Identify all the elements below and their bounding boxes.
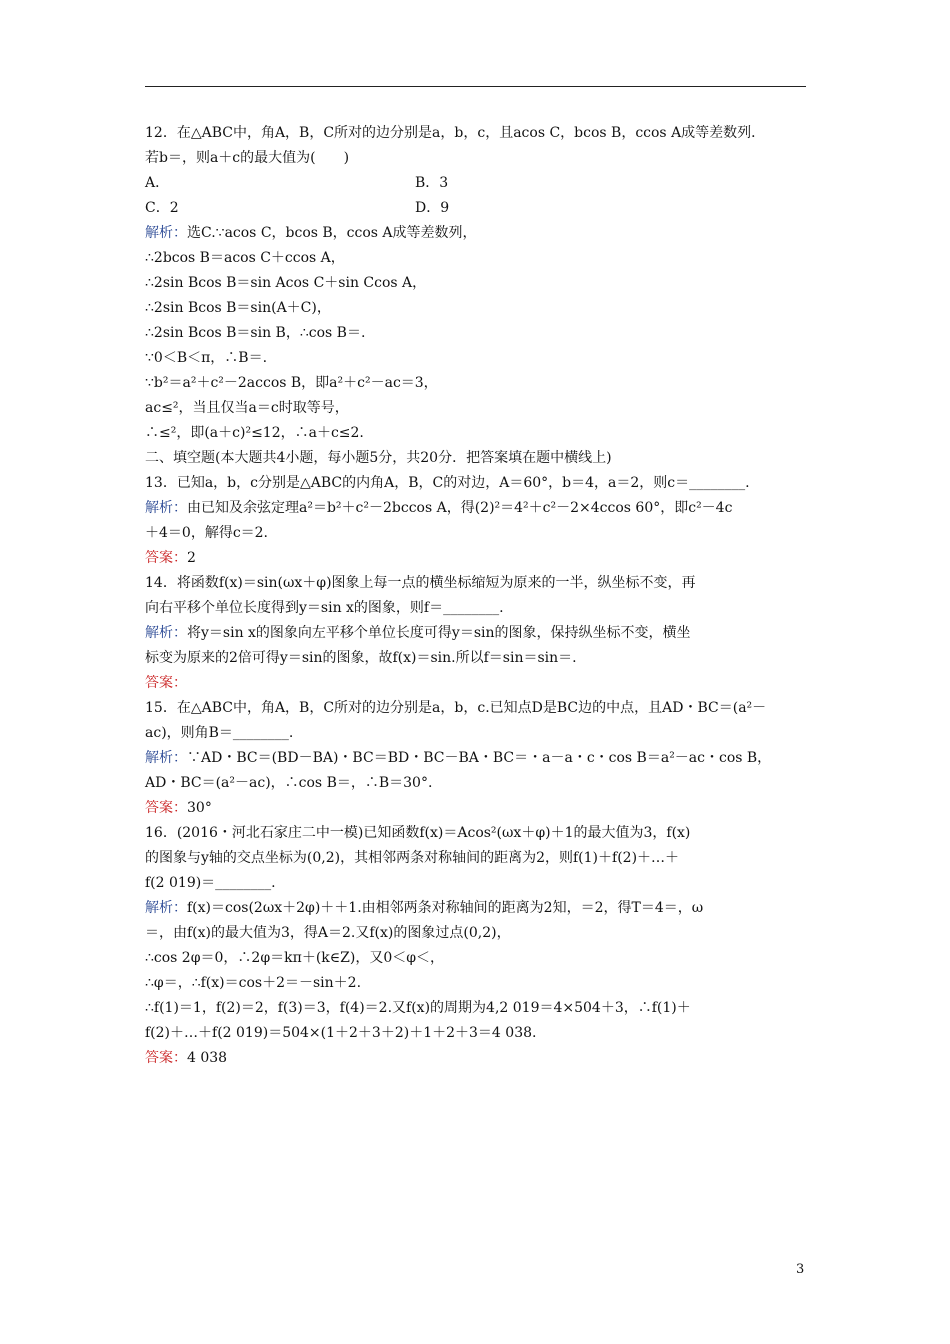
text-line: 标变为原来的2倍可得y＝sin的图象，故f(x)＝sin.所以f＝sin＝sin＝.	[145, 650, 577, 666]
text-line: ＝，由f(x)的最大值为3，得A＝2.又f(x)的图象过点(0,2)，	[145, 925, 511, 941]
answer-value: 4 038	[187, 1050, 228, 1066]
answer-line	[145, 796, 810, 821]
text-line: ＋4＝0，解得c＝2.	[145, 525, 269, 541]
option-row	[145, 171, 810, 196]
solution-text: ∵AD・BC＝(BD－BA)・BC＝BD・BC－BA・BC＝・a－a・c・cos B＝a²－ac・cos B，	[187, 750, 772, 766]
text-line: 12．在△ABC中，角A，B，C所对的边分别是a，b，c，且acos C，bcos B，ccos A成等差数列．	[145, 125, 766, 141]
answer-line	[145, 546, 810, 571]
text-line: 14．将函数f(x)＝sin(ωx＋φ)图象上每一点的横坐标缩短为原来的一半，纵坐标不变，再	[145, 575, 696, 591]
text-line: ac)，则角B＝________.	[145, 725, 294, 741]
text-line: ∵b²＝a²＋c²－2accos B，即a²＋c²－ac＝3，	[145, 375, 438, 391]
answer-value: 2	[187, 550, 196, 566]
solution-line	[145, 221, 810, 246]
text-line: f(2)＋…＋f(2 019)＝504×(1＋2＋3＋2)＋1＋2＋3＝4 038.	[145, 1025, 537, 1041]
option-a: A．	[145, 175, 170, 191]
solution-text: 由已知及余弦定理a²＝b²＋c²－2bccos A，得(2)²＝4²＋c²－2×4ccos 60°，即c²－4c	[187, 500, 733, 516]
text-line: ∴φ＝，∴f(x)＝cos＋2＝－sin＋2.	[145, 975, 362, 991]
solution-label: 解析：	[145, 500, 187, 516]
text-line: 的图象与y轴的交点坐标为(0,2)，其相邻两条对称轴间的距离为2，则f(1)＋f(2)＋…＋	[145, 850, 680, 866]
option-d: D．9	[415, 200, 450, 216]
solution-text: 选C.∵acos C，bcos B，ccos A成等差数列，	[187, 225, 477, 241]
text-line: ∴2sin Bcos B＝sin(A＋C)，	[145, 300, 331, 316]
text-line: 16．(2016・河北石家庄二中一模)已知函数f(x)＝Acos²(ωx＋φ)＋1的最大值为3，f(x)	[145, 825, 691, 841]
text-line: ac≤²，当且仅当a＝c时取等号，	[145, 400, 349, 416]
option-c: C．2	[145, 200, 179, 216]
solution-line	[145, 896, 810, 921]
header-rule	[145, 86, 806, 87]
solution-label: 解析：	[145, 900, 187, 916]
text-line: ∴2bcos B＝acos C＋ccos A，	[145, 250, 345, 266]
document-body	[145, 121, 810, 1071]
solution-text: f(x)＝cos(2ωx＋2φ)＋＋1.由相邻两条对称轴间的距离为2知，＝2，得T＝4＝，ω	[187, 900, 704, 916]
solution-line	[145, 621, 810, 646]
solution-label: 解析：	[145, 750, 187, 766]
answer-label: 答案：	[145, 550, 187, 566]
solution-line	[145, 496, 810, 521]
text-line: ∴≤²，即(a＋c)²≤12，∴a＋c≤2.	[145, 425, 364, 441]
option-row	[145, 196, 810, 221]
text-line: ∴cos 2φ＝0，∴2φ＝kπ＋(k∈Z)，又0＜φ＜，	[145, 950, 445, 966]
text-line: 15．在△ABC中，角A，B，C所对的边分别是a，b，c.已知点D是BC边的中点，且AD・BC＝(a²－	[145, 700, 767, 716]
text-line: ∴2sin Bcos B＝sin B，∴cos B＝.	[145, 325, 366, 341]
text-line: 若b＝，则a＋c的最大值为( )	[145, 150, 350, 166]
answer-line	[145, 1046, 810, 1071]
text-line: AD・BC＝(a²－ac)，∴cos B＝，∴B＝30°.	[145, 775, 433, 791]
text-line: f(2 019)＝________.	[145, 875, 276, 891]
answer-value: 30°	[187, 800, 212, 816]
solution-label: 解析：	[145, 225, 187, 241]
solution-line	[145, 746, 810, 771]
text-line: ∵0＜B＜π，∴B＝.	[145, 350, 268, 366]
text-line: ∴f(1)＝1，f(2)＝2，f(3)＝3，f(4)＝2.又f(x)的周期为4,2 019＝4×504＋3，∴f(1)＋	[145, 1000, 691, 1016]
answer-label: 答案：	[145, 1050, 187, 1066]
solution-text: 将y＝sin x的图象向左平移个单位长度可得y＝sin的图象，保持纵坐标不变，横坐	[187, 625, 691, 641]
answer-line	[145, 671, 810, 696]
text-line: 13．已知a，b，c分别是△ABC的内角A，B，C的对边，A＝60°，b＝4，a＝2，则c＝________.	[145, 475, 750, 491]
solution-label: 解析：	[145, 625, 187, 641]
text-line: 向右平移个单位长度得到y＝sin x的图象，则f＝________.	[145, 600, 504, 616]
answer-label: 答案：	[145, 800, 187, 816]
page-number: 3	[796, 1262, 805, 1277]
section-heading: 二、填空题(本大题共4小题，每小题5分，共20分．把答案填在题中横线上)	[145, 450, 612, 466]
text-line: ∴2sin Bcos B＝sin Acos C＋sin Ccos A，	[145, 275, 427, 291]
option-b: B．3	[415, 175, 449, 191]
answer-label: 答案：	[145, 675, 187, 691]
